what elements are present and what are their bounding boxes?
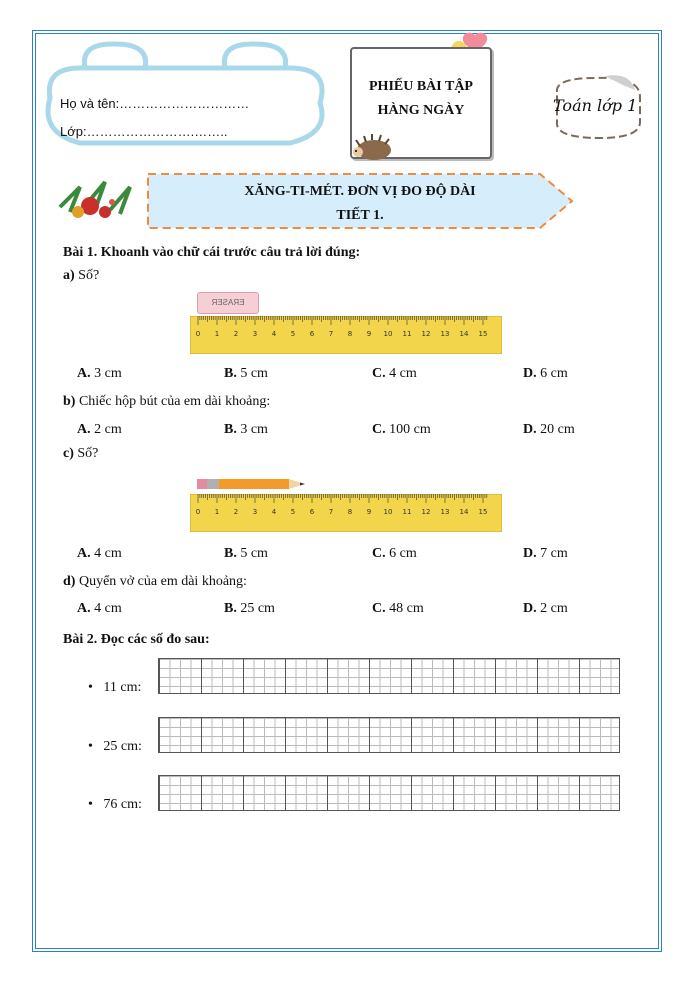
ruler-label: 1	[214, 508, 220, 516]
ruler-label: 10	[383, 508, 393, 516]
question-a-text: Số?	[78, 268, 100, 283]
bullet-dot: •	[88, 739, 93, 754]
option-letter: D.	[523, 422, 537, 437]
option-a-3[interactable]	[523, 366, 568, 382]
option-a-0[interactable]	[77, 366, 122, 382]
ruler-label: 7	[328, 508, 334, 516]
holly-ornament-icon	[50, 172, 140, 222]
question-d-label: d)	[63, 574, 76, 589]
ruler-label: 6	[309, 330, 315, 338]
question-a	[63, 268, 99, 284]
option-c-1[interactable]	[224, 546, 268, 562]
option-letter: A.	[77, 546, 91, 561]
reading-item-2	[88, 739, 142, 755]
option-value: 4 cm	[94, 601, 122, 616]
ruler-label: 6	[309, 508, 315, 516]
option-b-2[interactable]	[372, 422, 431, 438]
writing-grid-2[interactable]	[158, 717, 620, 753]
ruler-label: 3	[252, 508, 258, 516]
option-b-0[interactable]	[77, 422, 122, 438]
student-class-field[interactable]: Lớp:…………………….……..	[60, 124, 228, 139]
option-d-2[interactable]	[372, 601, 424, 617]
ruler-label: 13	[440, 508, 450, 516]
option-letter: D.	[523, 601, 537, 616]
ruler-label: 11	[402, 508, 412, 516]
option-value: 25 cm	[240, 601, 275, 616]
ruler-label: 0	[195, 330, 201, 338]
question-d-text: Quyển vở của em dài khoảng:	[78, 574, 247, 589]
ruler-label: 8	[347, 508, 353, 516]
option-letter: C.	[372, 422, 386, 437]
question-c	[63, 446, 98, 462]
title-line-2: HÀNG NGÀY	[377, 103, 465, 118]
ruler-label: 9	[366, 508, 372, 516]
hedgehog-icon	[352, 134, 394, 162]
option-value: 3 cm	[240, 422, 268, 437]
option-value: 3 cm	[94, 366, 122, 381]
option-value: 6 cm	[540, 366, 568, 381]
option-a-1[interactable]	[224, 366, 268, 382]
option-letter: B.	[224, 422, 237, 437]
question-b	[63, 394, 270, 410]
ruler-label: 9	[366, 330, 372, 338]
reading-item-2-label: 25 cm:	[103, 739, 142, 754]
title-line-1: PHIẾU BÀI TẬP	[369, 79, 473, 94]
pencil-image	[197, 476, 317, 492]
ruler-label: 11	[402, 330, 412, 338]
option-letter: D.	[523, 546, 537, 561]
option-d-3[interactable]	[523, 601, 568, 617]
ruler-label: 13	[440, 330, 450, 338]
ruler-label: 7	[328, 330, 334, 338]
ruler-label: 12	[421, 508, 431, 516]
ruler-label: 5	[290, 508, 296, 516]
ruler-label: 8	[347, 330, 353, 338]
question-b-label: b)	[63, 394, 76, 409]
question-c-text: Số?	[77, 446, 99, 461]
exercise-2-heading: Bài 2. Đọc các số đo sau:	[63, 632, 210, 647]
option-letter: B.	[224, 601, 237, 616]
ruler-label: 1	[214, 330, 220, 338]
writing-grid-1[interactable]	[158, 658, 620, 694]
option-b-1[interactable]	[224, 422, 268, 438]
option-letter: D.	[523, 366, 537, 381]
reading-item-1-label: 11 cm:	[103, 680, 142, 695]
option-letter: C.	[372, 366, 386, 381]
ruler-label: 3	[252, 330, 258, 338]
ruler-a	[190, 316, 502, 354]
option-letter: A.	[77, 601, 91, 616]
option-letter: B.	[224, 546, 237, 561]
ruler-label: 10	[383, 330, 393, 338]
ruler-c	[190, 494, 502, 532]
ruler-label: 4	[271, 330, 277, 338]
option-d-0[interactable]	[77, 601, 122, 617]
ruler-label: 0	[195, 508, 201, 516]
option-letter: C.	[372, 546, 386, 561]
question-b-text: Chiếc hộp bút của em dài khoảng:	[78, 394, 271, 409]
ruler-label: 12	[421, 330, 431, 338]
reading-item-3-label: 76 cm:	[103, 797, 142, 812]
ruler-label: 14	[459, 330, 469, 338]
question-d	[63, 574, 247, 590]
ruler-label: 2	[233, 508, 239, 516]
option-value: 2 cm	[94, 422, 122, 437]
option-a-2[interactable]	[372, 366, 417, 382]
exercise-1-heading: Bài 1. Khoanh vào chữ cái trước câu trả lời đúng:	[63, 245, 361, 260]
ruler-label: 5	[290, 330, 296, 338]
bullet-dot: •	[88, 680, 93, 695]
option-c-2[interactable]	[372, 546, 417, 562]
option-value: 20 cm	[540, 422, 575, 437]
option-value: 7 cm	[540, 546, 568, 561]
option-letter: B.	[224, 366, 237, 381]
lesson-number: TIẾT 1.	[336, 208, 384, 223]
lesson-title: XĂNG-TI-MÉT. ĐƠN VỊ ĐO ĐỘ DÀI	[244, 184, 476, 199]
option-value: 48 cm	[389, 601, 424, 616]
option-value: 2 cm	[540, 601, 568, 616]
writing-grid-3[interactable]	[158, 775, 620, 811]
question-a-label: a)	[63, 268, 75, 283]
option-value: 5 cm	[240, 546, 268, 561]
option-value: 4 cm	[389, 366, 417, 381]
option-letter: A.	[77, 366, 91, 381]
ruler-label: 15	[478, 508, 488, 516]
option-b-3[interactable]	[523, 422, 575, 438]
question-c-label: c)	[63, 446, 74, 461]
eraser-label: ERASER	[211, 298, 245, 307]
option-value: 100 cm	[389, 422, 431, 437]
option-letter: A.	[77, 422, 91, 437]
option-value: 5 cm	[240, 366, 268, 381]
bullet-dot: •	[88, 797, 93, 812]
option-value: 4 cm	[94, 546, 122, 561]
ruler-label: 14	[459, 508, 469, 516]
grade-label: Toán lớp 1	[553, 96, 638, 115]
option-c-0[interactable]	[77, 546, 122, 562]
reading-item-1	[88, 680, 141, 696]
ruler-label: 15	[478, 330, 488, 338]
reading-item-3	[88, 797, 142, 813]
ruler-label: 4	[271, 508, 277, 516]
option-letter: C.	[372, 601, 386, 616]
ruler-label: 2	[233, 330, 239, 338]
option-c-3[interactable]	[523, 546, 568, 562]
option-d-1[interactable]	[224, 601, 275, 617]
student-name-field[interactable]: Họ và tên:…………………………	[60, 96, 250, 111]
eraser-image	[197, 292, 259, 314]
option-value: 6 cm	[389, 546, 417, 561]
